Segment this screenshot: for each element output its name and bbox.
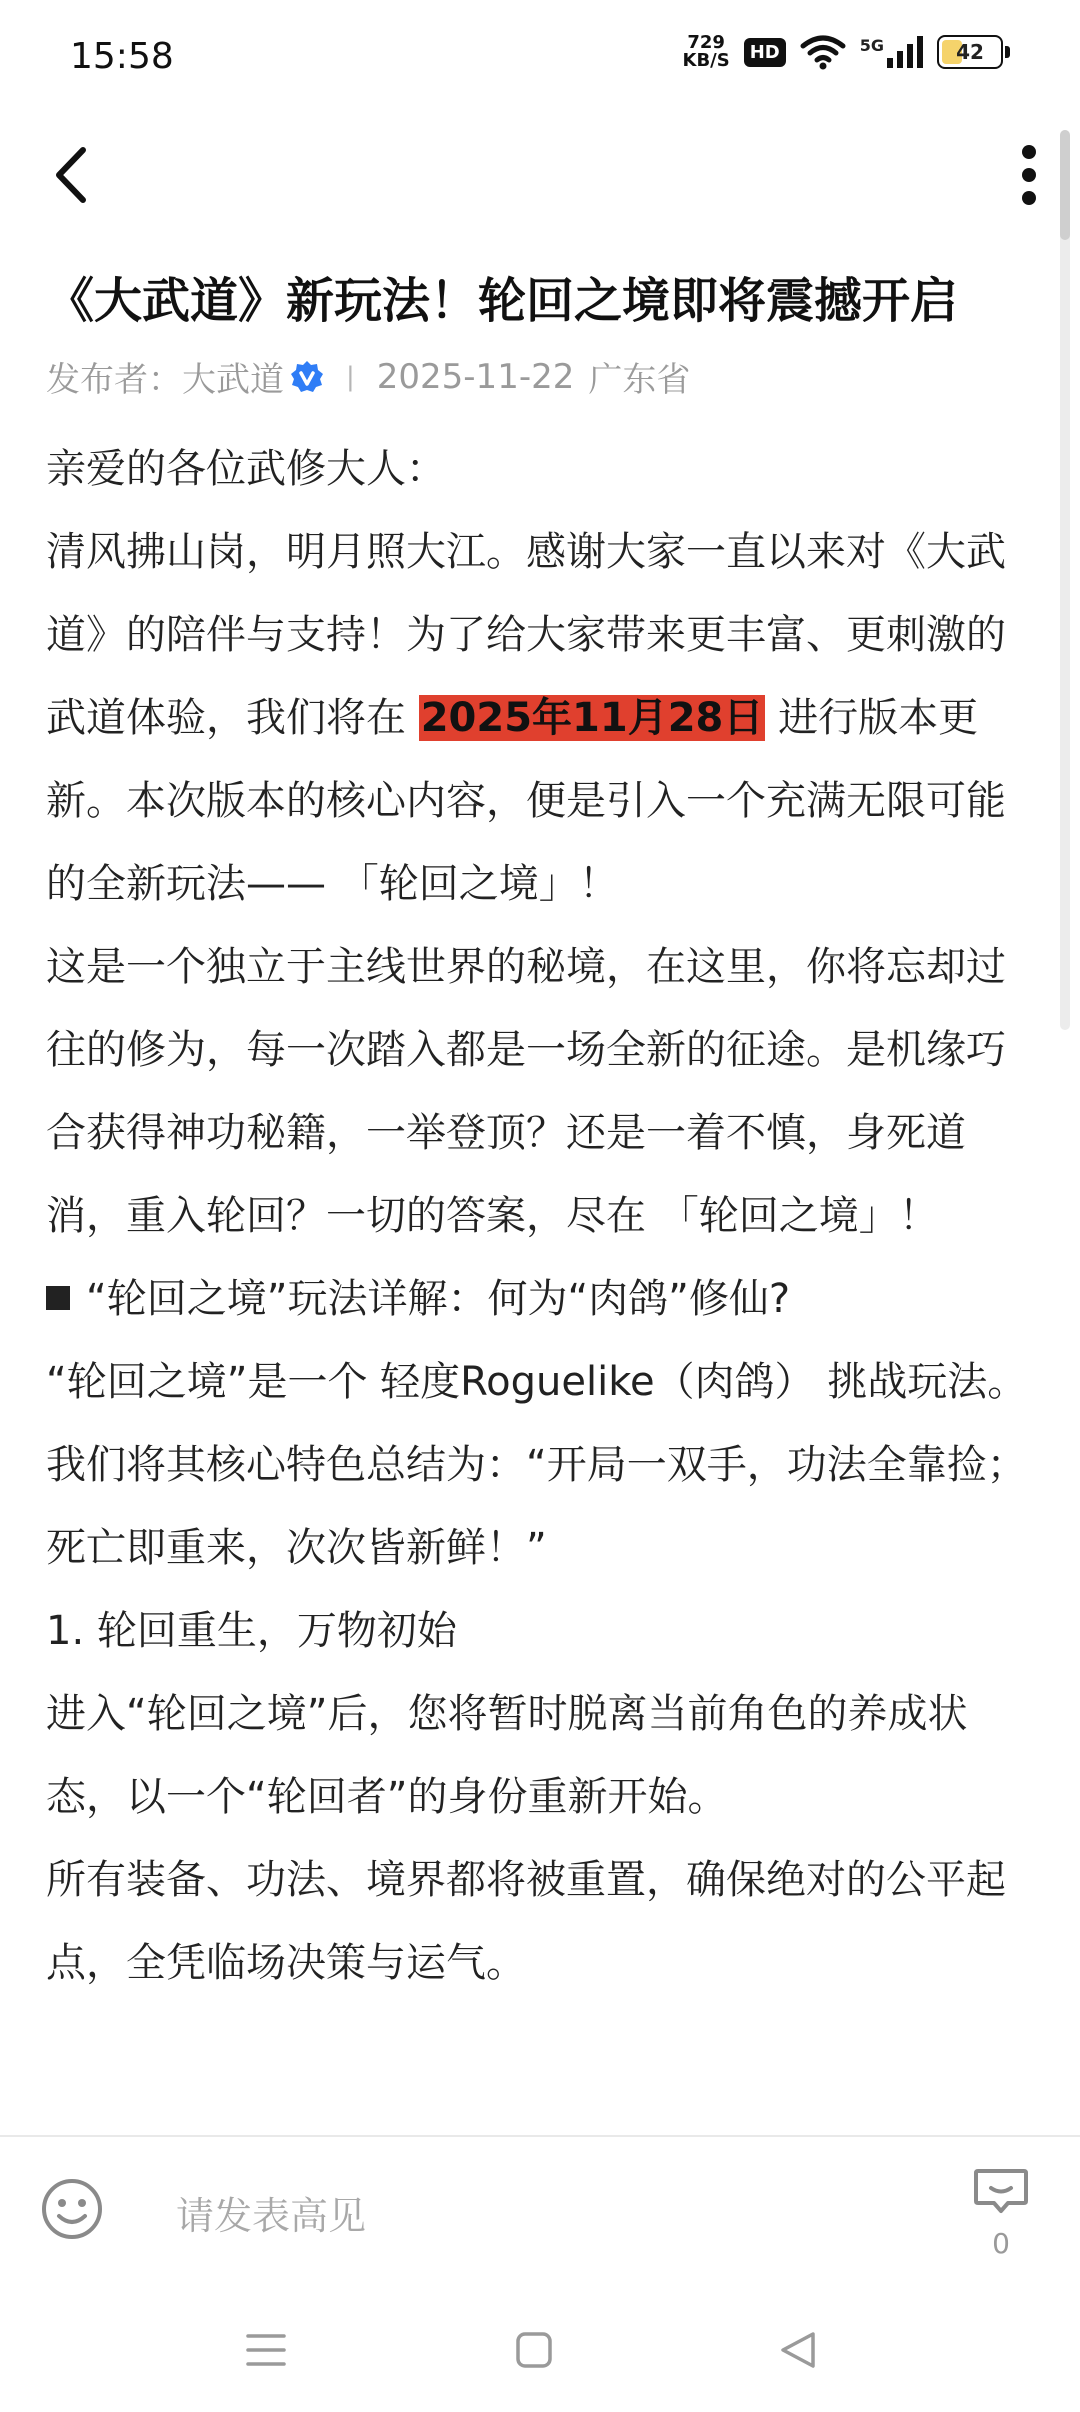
publisher-name[interactable]: 大武道	[182, 360, 284, 400]
black-square-bullet-icon	[46, 1286, 70, 1310]
list-item-title: 1. 轮回重生，万物初始	[46, 1608, 457, 1654]
network-speed-value: 729	[687, 32, 725, 53]
recent-apps-button[interactable]	[236, 2320, 296, 2380]
network-type-label: 5G	[859, 36, 884, 55]
status-time: 15:58	[70, 36, 174, 77]
chevron-left-icon	[53, 146, 89, 204]
publisher-label: 发布者：	[46, 360, 182, 400]
article-body	[46, 428, 1036, 2128]
top-nav	[0, 120, 1080, 230]
hd-icon: HD	[744, 38, 786, 67]
comment-bar	[0, 2135, 1080, 2287]
article-title: 《大武道》新玩法！轮回之境即将震撼开启	[46, 273, 959, 329]
meta-separator: |	[346, 361, 355, 392]
publish-region: 广东省	[588, 360, 691, 400]
menu-icon	[246, 2332, 286, 2368]
status-icons	[683, 34, 1011, 70]
comment-count: 0	[992, 2227, 1010, 2260]
dot	[1022, 191, 1036, 205]
cellular-signal-icon	[860, 36, 923, 68]
article-greeting: 亲爱的各位武修大人：	[46, 446, 446, 492]
verified-badge-icon	[290, 360, 324, 394]
article-meta	[46, 352, 690, 401]
triangle-back-icon	[779, 2330, 817, 2370]
article-paragraph: “轮回之境”是一个 轻度Roguelike（肉鸽） 挑战玩法。我们将其核心特色总结为：“开局一双手，功法全靠捡；死亡即重来，次次皆新鲜！”	[46, 1359, 1028, 1571]
back-button[interactable]	[36, 140, 106, 210]
article-paragraph: 进入“轮回之境”后，您将暂时脱离当前角色的养成状态，以一个“轮回者”的身份重新开始。	[46, 1691, 968, 1820]
system-back-button[interactable]	[768, 2320, 828, 2380]
scrollbar[interactable]	[1060, 130, 1070, 1030]
smiley-icon	[40, 2177, 104, 2241]
scrollbar-thumb[interactable]	[1060, 130, 1070, 240]
network-speed	[683, 34, 730, 70]
comment-input[interactable]: 请发表高见	[176, 2194, 367, 2238]
signal-bars-icon	[887, 36, 923, 68]
battery-level: 42	[956, 40, 984, 64]
battery-icon	[937, 35, 1003, 69]
comments-button[interactable]	[966, 2167, 1036, 2260]
section-heading-text: “轮回之境”玩法详解：何为“肉鸽”修仙?	[86, 1276, 791, 1322]
network-speed-unit: KB/S	[682, 50, 730, 71]
comment-bubble-icon	[972, 2167, 1030, 2221]
dot	[1022, 168, 1036, 182]
vertical-dots-icon	[1022, 145, 1036, 159]
status-bar	[0, 0, 1080, 120]
paragraph-text: 清风拂山岗，明月照大江。感谢大家一直以来对《大武道》的陪伴与支持！为了给大家带来更丰富、更刺激的武道体验，我们将在	[46, 529, 1006, 741]
home-square-icon	[515, 2331, 553, 2369]
more-options-button[interactable]	[1004, 140, 1054, 210]
emoji-button[interactable]	[40, 2177, 104, 2241]
publish-date: 2025-11-22	[376, 356, 575, 397]
home-button[interactable]	[504, 2320, 564, 2380]
system-nav-bar	[0, 2285, 1080, 2412]
section-heading	[46, 1258, 1036, 1341]
article-paragraph: 这是一个独立于主线世界的秘境，在这里，你将忘却过往的修为，每一次踏入都是一场全新的征途。是机缘巧合获得神功秘籍，一举登顶？还是一着不慎，身死道消，重入轮回？一切的答案，尽在 「轮回之境」！	[46, 944, 1006, 1239]
article-paragraph: 所有装备、功法、境界都将被重置，确保绝对的公平起点，全凭临场决策与运气。	[46, 1857, 1006, 1986]
paragraph-text: 进行版本更新。本次版本的核心内容，便是引入一个充满无限可能的全新玩法—— 「轮回之境」！	[46, 695, 1006, 907]
article-paragraph	[46, 511, 1036, 926]
battery-indicator	[937, 35, 1010, 69]
highlighted-date: 2025年11月28日	[420, 695, 764, 741]
wifi-icon	[800, 34, 846, 70]
battery-tip	[1005, 46, 1010, 58]
